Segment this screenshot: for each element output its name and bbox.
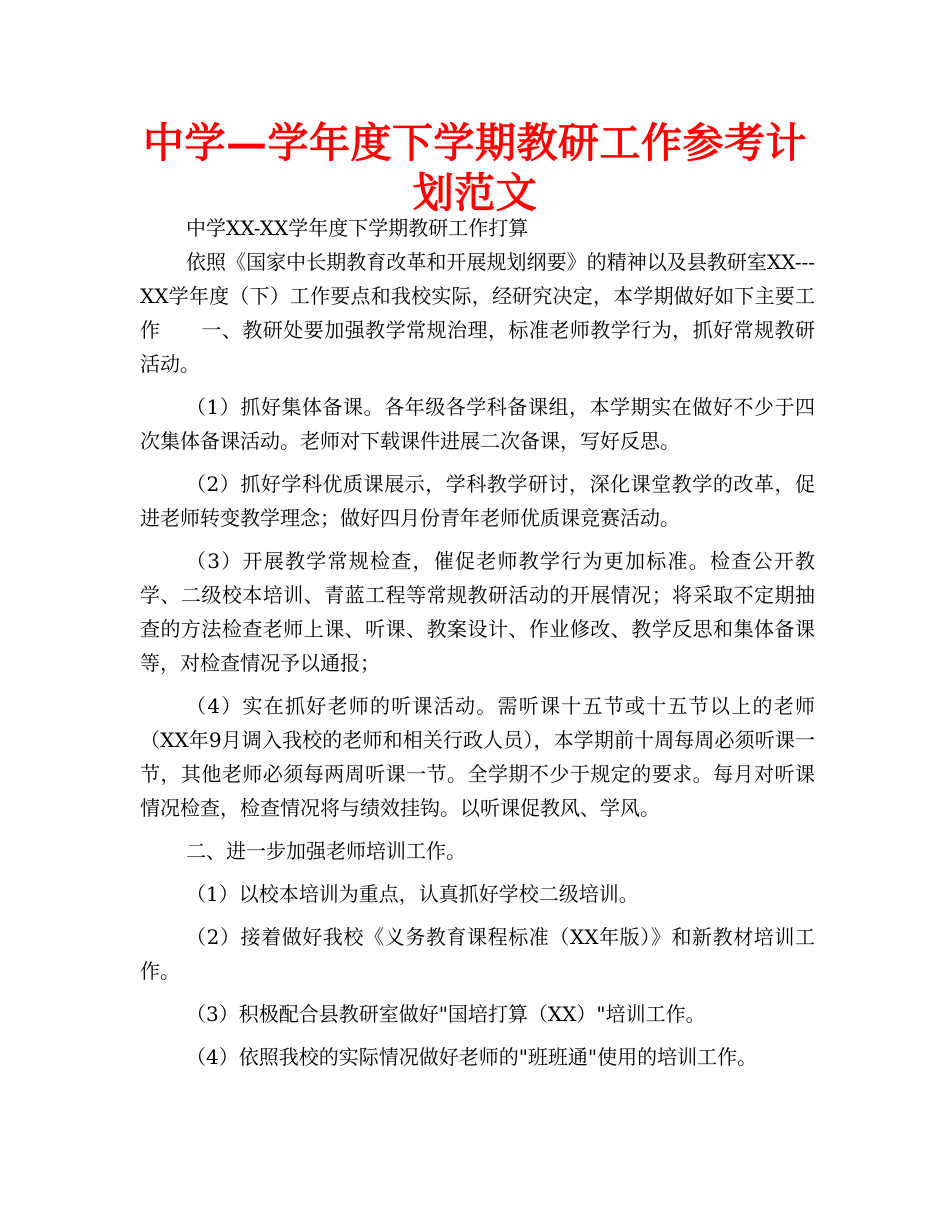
document-body — [140, 211, 815, 1083]
paragraph-plan-heading: 中学XX-XX学年度下学期教研工作打算 — [186, 216, 529, 240]
document-title: 中学—学年度下学期教研工作参考计划范文 — [143, 119, 807, 217]
paragraph-intro: 依照《国家中长期教育改革和开展规划纲要》的精神以及县教研室XX---XX学年度（下）工作要点和我校实际，经研究决定，本学期做好如下主要工作 一、教研处要加强教学常规治理，标准老师教学行为，抓好常规教研活动。 — [140, 250, 815, 376]
paragraph-item-1-2: （2）抓好学科优质课展示，学科教学研讨，深化课堂教学的改革，促进老师转变教学理念；做好四月份青年老师优质课竞赛活动。 — [140, 472, 815, 530]
paragraph-section-2-heading: 二、进一步加强老师培训工作。 — [186, 839, 466, 863]
paragraph-item-1-1: （1）抓好集体备课。各年级各学科备课组，本学期实在做好不少于四次集体备课活动。老师对下载课件进展二次备课，写好反思。 — [140, 395, 815, 453]
paragraph-item-1-4: （4）实在抓好老师的听课活动。需听课十五节或十五节以上的老师（XX年9月调入我校的老师和相关行政人员），本学期前十周每周必须听课一节，其他老师必须每两周听课一节。全学期不少于规定的要求。每月对听课情况检查，检查情况将与绩效挂钩。以听课促教风、学风。 — [140, 694, 815, 820]
paragraph-item-2-2: （2）接着做好我校《义务教育课程标准（XX年版）》和新教材培训工作。 — [140, 925, 815, 983]
paragraph-item-2-4: （4）依照我校的实际情况做好老师的"班班通"使用的培训工作。 — [186, 1045, 758, 1069]
paragraph-item-1-3: （3）开展教学常规检查，催促老师教学行为更加标准。检查公开教学、二级校本培训、青蓝工程等常规教研活动的开展情况；将采取不定期抽查的方法检查老师上课、听课、教案设计、作业修改、教学反思和集体备课等，对检查情况予以通报； — [140, 549, 815, 675]
paragraph-item-2-1: （1）以校本培训为重点，认真抓好学校二级培训。 — [186, 882, 639, 906]
paragraph-item-2-3: （3）积极配合县教研室做好"国培打算（XX）"培训工作。 — [186, 1002, 706, 1026]
